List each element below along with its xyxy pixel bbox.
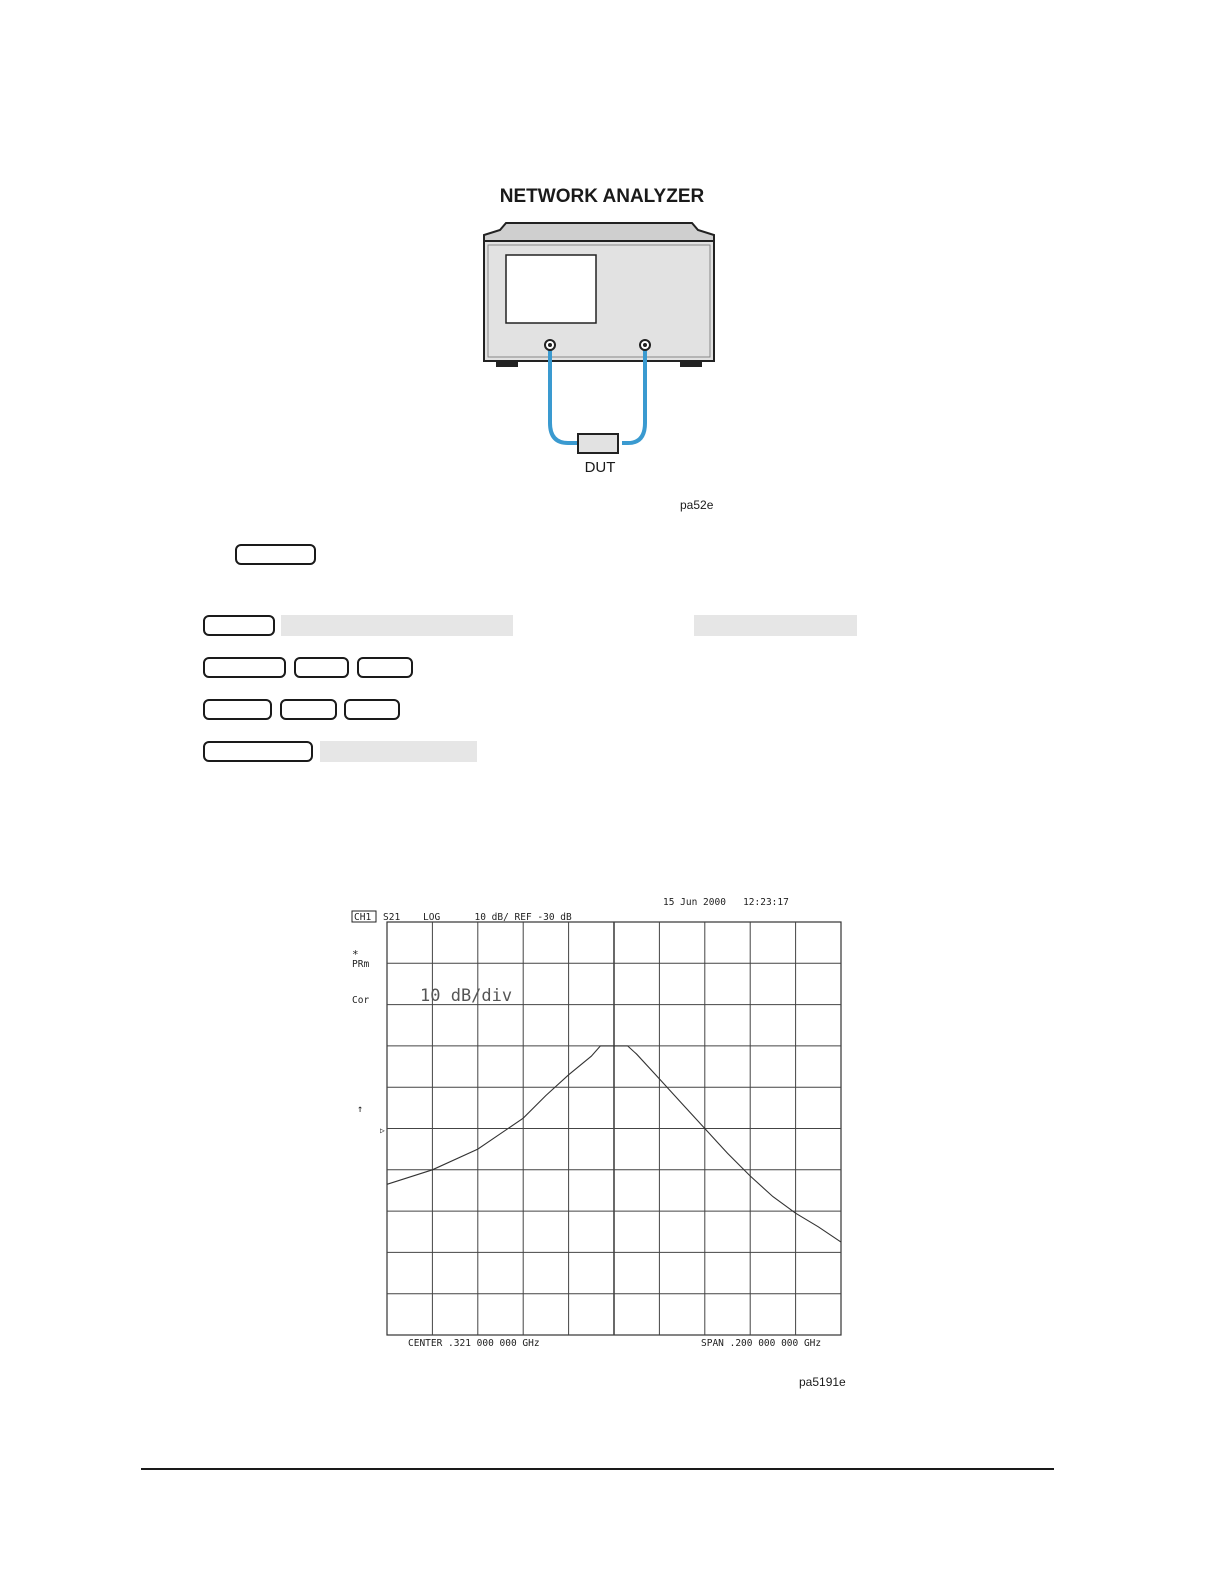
dut-box: [578, 434, 618, 453]
analyzer-foot-right: [680, 361, 702, 367]
front-panel-key: [203, 741, 313, 762]
network-analyzer-title: NETWORK ANALYZER: [499, 186, 705, 207]
front-panel-key: [203, 699, 272, 720]
redacted-text: [694, 615, 857, 636]
front-panel-key: [344, 699, 400, 720]
redacted-text: [281, 615, 513, 636]
front-panel-key: [280, 699, 337, 720]
figure-id-2: pa5191e: [799, 1375, 846, 1389]
star-annotation: *: [352, 948, 359, 961]
graticule: [387, 922, 841, 1335]
timestamp: 15 Jun 2000 12:23:17: [663, 897, 789, 908]
cor-annotation: Cor: [352, 995, 370, 1006]
front-panel-key: [203, 657, 286, 678]
analyzer-foot-left: [496, 361, 518, 367]
front-panel-key: [294, 657, 349, 678]
dut-label: DUT: [584, 459, 616, 476]
network-analyzer-diagram: [470, 215, 730, 485]
span-label: SPAN .200 000 000 GHz: [701, 1338, 822, 1349]
channel-label: CH1: [354, 912, 372, 923]
center-frequency-label: CENTER .321 000 000 GHz: [408, 1338, 540, 1349]
prm-annotation: PRm: [352, 959, 370, 970]
trace-header: S21 LOG 10 dB/ REF -30 dB: [383, 912, 572, 923]
figure-id-1: pa52e: [680, 498, 714, 512]
front-panel-key: [235, 544, 316, 565]
analyzer-screen: [506, 255, 596, 323]
analyzer-trace-plot: [345, 890, 865, 1360]
reference-marker: ▷: [380, 1126, 385, 1135]
front-panel-key: [357, 657, 413, 678]
arrow-annotation: ↑: [357, 1104, 364, 1115]
redacted-text: [320, 741, 477, 762]
footer-rule: [141, 1468, 1054, 1470]
front-panel-key: [203, 615, 275, 636]
scale-annotation: 10 dB/div: [420, 986, 513, 1006]
